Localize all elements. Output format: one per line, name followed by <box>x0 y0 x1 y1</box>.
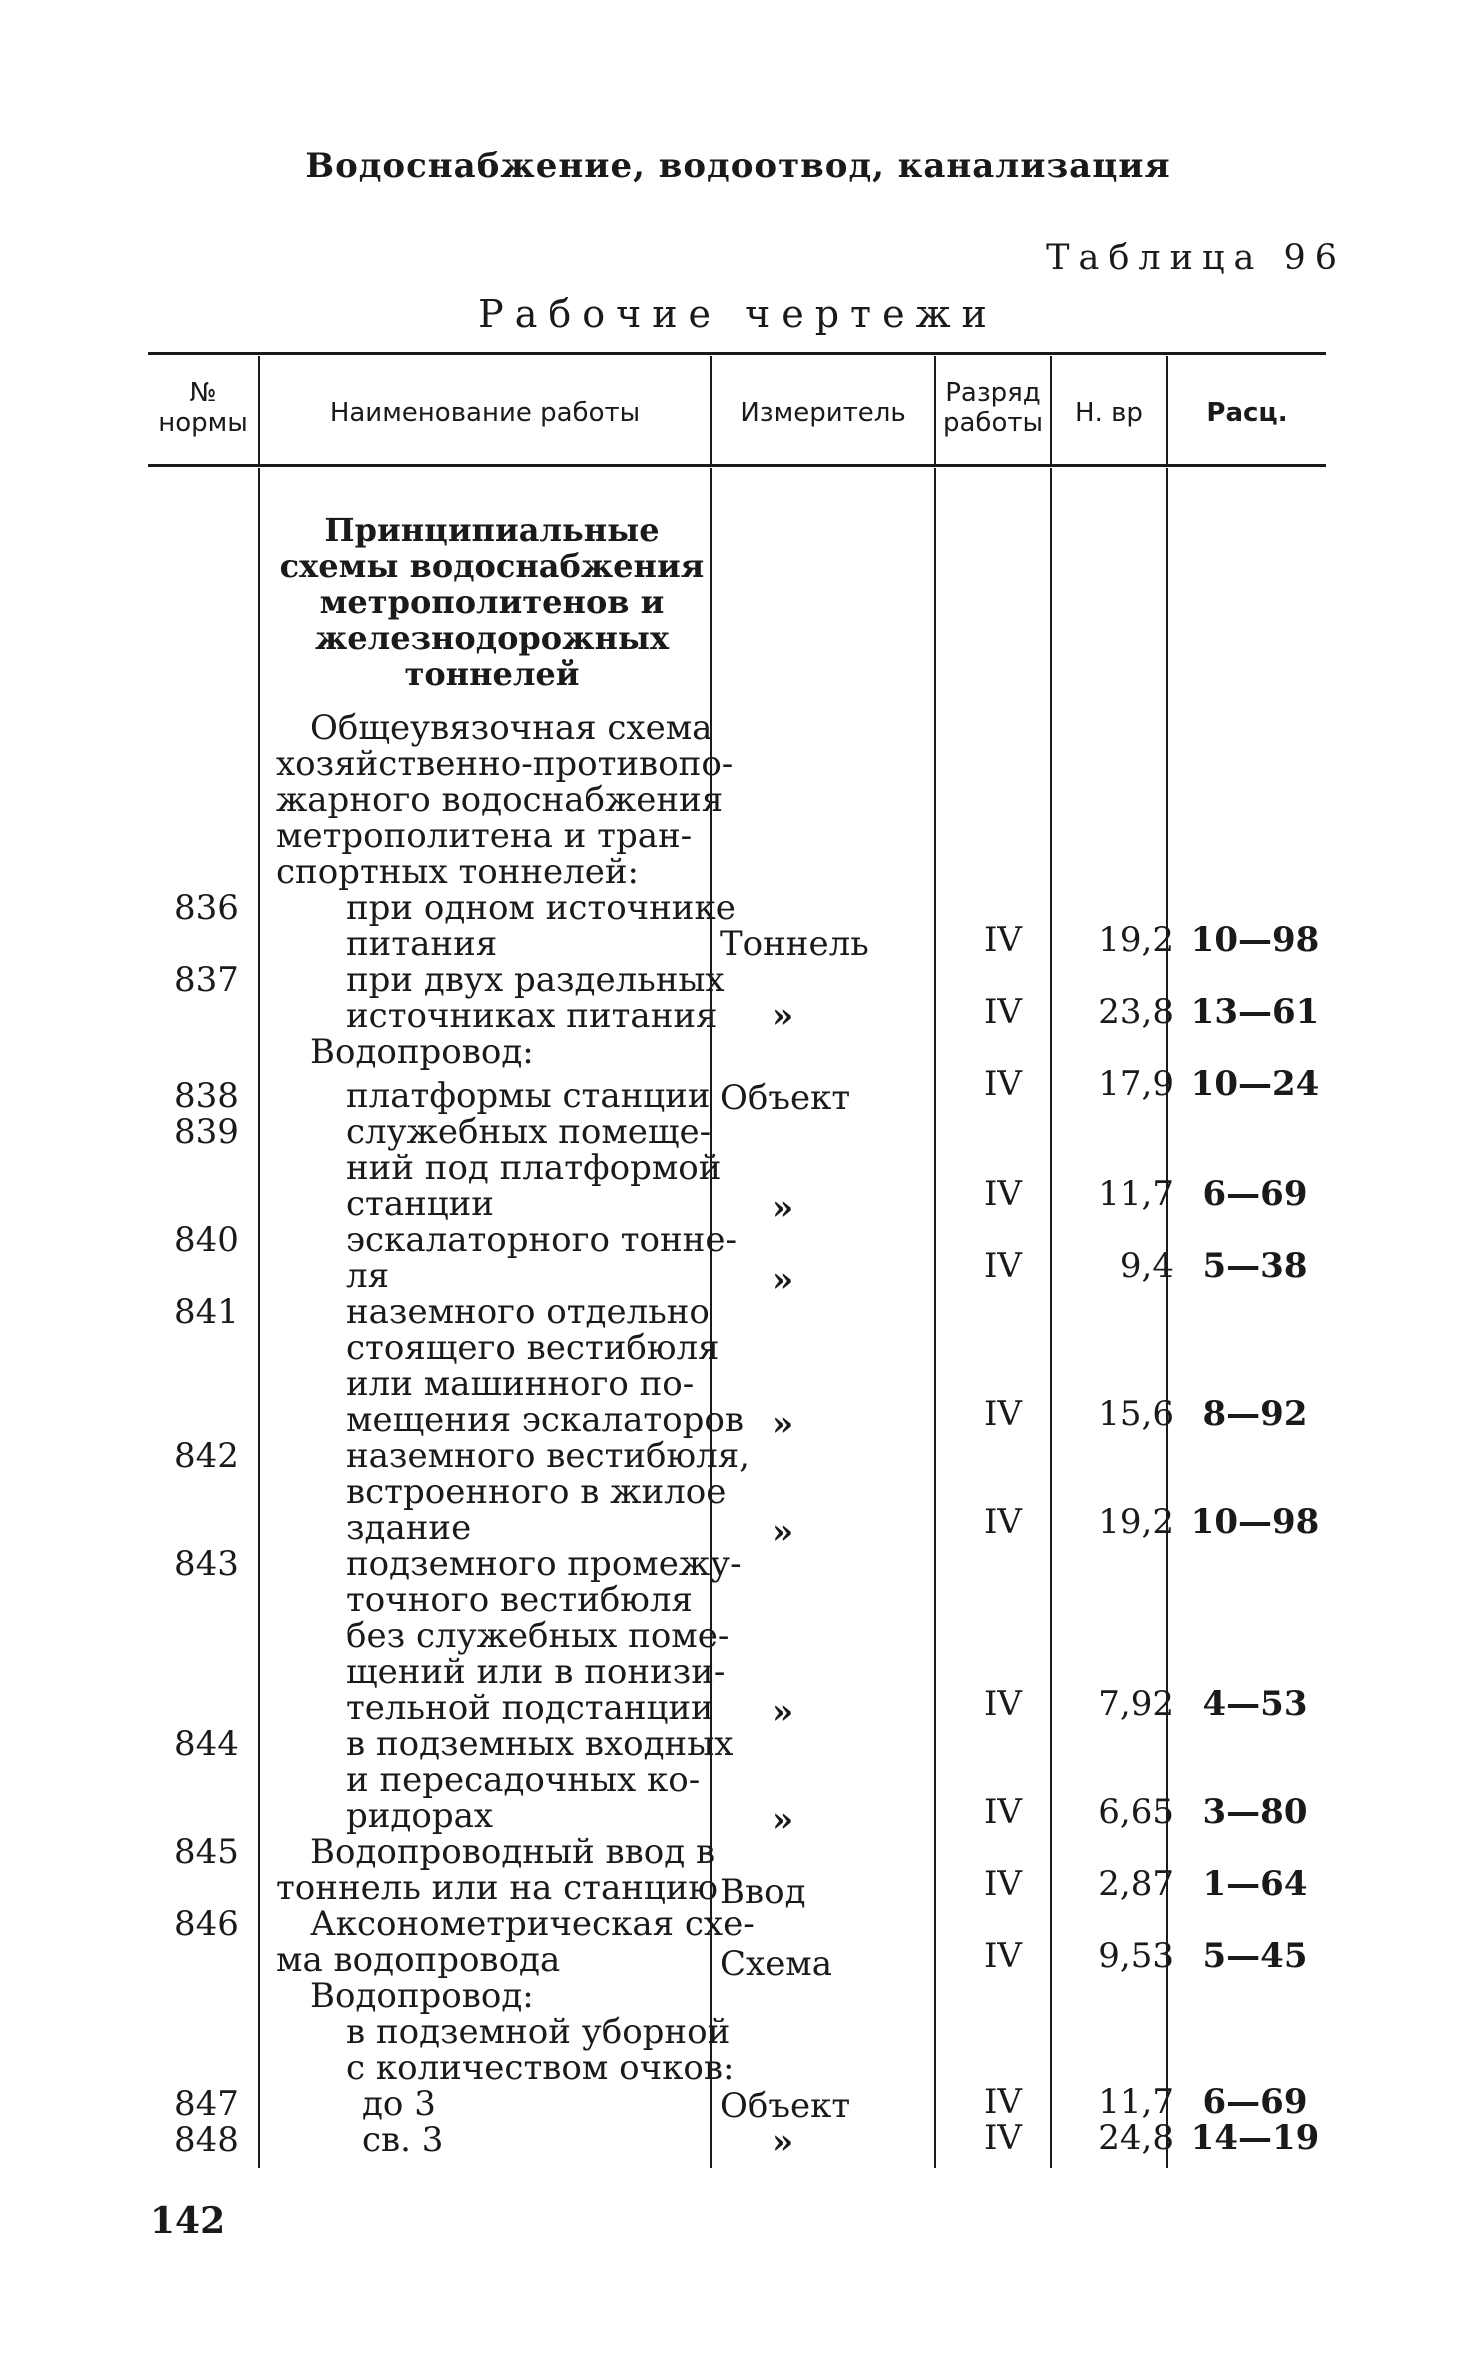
grade-cell: IV <box>984 1684 1022 1724</box>
work-line: Общеувязочная схема <box>310 708 713 748</box>
time-cell: 23,8 <box>1098 992 1174 1032</box>
work-line: ля <box>346 1256 390 1296</box>
work-line: с количеством очков: <box>346 2048 735 2088</box>
norm-number: 843 <box>174 1544 239 1584</box>
measure-unit: Тоннель <box>720 924 869 964</box>
rate-cell: 10—24 <box>1190 1064 1320 1104</box>
norm-number: 847 <box>174 2084 239 2124</box>
work-line: тоннель или на станцию <box>276 1868 719 1908</box>
measure-ditto: » <box>772 1512 794 1552</box>
grade-cell: IV <box>984 1502 1022 1542</box>
work-line: до 3 <box>362 2084 436 2124</box>
col-header-norm-line2: нормы <box>158 408 248 438</box>
body-divider <box>1050 468 1052 2168</box>
work-line: платформы станции <box>346 1076 711 1116</box>
time-cell: 19,2 <box>1098 1502 1174 1542</box>
work-line: Водопровод: <box>310 1976 534 2016</box>
grade-cell: IV <box>984 2082 1022 2122</box>
time-cell: 11,7 <box>1098 2082 1174 2122</box>
work-line: точного вестибюля <box>346 1580 693 1620</box>
work-line: здание <box>346 1508 472 1548</box>
work-line: без служебных поме- <box>346 1616 730 1656</box>
work-line: спортных тоннелей: <box>276 852 640 892</box>
work-line: Водопровод: <box>310 1032 534 1072</box>
work-line: ний под платформой <box>346 1148 722 1188</box>
work-line: тельной подстанции <box>346 1688 714 1728</box>
norm-number: 845 <box>174 1832 239 1872</box>
col-header-rate: Расц. <box>1206 398 1288 428</box>
work-line: подземного промежу- <box>346 1544 742 1584</box>
norm-number: 846 <box>174 1904 239 1944</box>
work-line: стоящего вестибюля <box>346 1328 720 1368</box>
work-line: питания <box>346 924 498 964</box>
norm-number: 839 <box>174 1112 239 1152</box>
work-line: ма водопровода <box>276 1940 561 1980</box>
work-line: щений или в понизи- <box>346 1652 726 1692</box>
rate-cell: 6—69 <box>1202 1174 1308 1214</box>
norm-number: 840 <box>174 1220 239 1260</box>
norm-number: 842 <box>174 1436 239 1476</box>
time-cell: 24,8 <box>1098 2118 1174 2158</box>
rate-cell: 10—98 <box>1190 920 1320 960</box>
work-line: наземного отдельно <box>346 1292 710 1332</box>
work-line: источниках питания <box>346 996 718 1036</box>
rate-cell: 8—92 <box>1202 1394 1308 1434</box>
grade-cell: IV <box>984 1394 1022 1434</box>
rate-cell: 10—98 <box>1190 1502 1320 1542</box>
col-header-grade-line2: работы <box>942 408 1044 438</box>
table-top-rule <box>148 352 1326 355</box>
rate-cell: 1—64 <box>1202 1864 1308 1904</box>
work-line: наземного вестибюля, <box>346 1436 750 1476</box>
work-line: жарного водоснабжения <box>276 780 724 820</box>
col-header-norm <box>148 378 258 438</box>
measure-unit: Ввод <box>720 1872 806 1912</box>
work-line: в подземной уборной <box>346 2012 731 2052</box>
work-line: Водопроводный ввод в <box>310 1832 716 1872</box>
grade-cell: IV <box>984 1792 1022 1832</box>
work-line: в подземных входных <box>346 1724 734 1764</box>
measure-ditto: » <box>772 1800 794 1840</box>
rate-cell: 3—80 <box>1202 1792 1308 1832</box>
work-line: при одном источнике <box>346 888 736 928</box>
rate-cell: 5—38 <box>1202 1246 1308 1286</box>
col-header-grade <box>936 378 1050 438</box>
work-line: мещения эскалаторов <box>346 1400 745 1440</box>
grade-cell: IV <box>984 1936 1022 1976</box>
work-line: ридорах <box>346 1796 494 1836</box>
rate-cell: 14—19 <box>1190 2118 1320 2158</box>
rate-cell: 13—61 <box>1190 992 1320 1032</box>
measure-unit: Объект <box>720 2086 851 2126</box>
col-header-time: Н. вр <box>1075 398 1143 428</box>
grade-cell: IV <box>984 2118 1022 2158</box>
work-line: станции <box>346 1184 494 1224</box>
time-cell: 11,7 <box>1098 1174 1174 1214</box>
grade-cell: IV <box>984 920 1022 960</box>
table-title: Рабочие чертежи <box>478 292 998 336</box>
norm-number: 837 <box>174 960 239 1000</box>
measure-ditto: » <box>772 1404 794 1444</box>
section-title: Принципиальные схемы водоснабжения метрополитенов и железнодорожных тоннелей <box>279 511 705 693</box>
measure-ditto: » <box>772 1692 794 1732</box>
grade-cell: IV <box>984 1174 1022 1214</box>
measure-unit: Схема <box>720 1944 833 1984</box>
norm-number: 848 <box>174 2120 239 2160</box>
body-divider <box>934 468 936 2168</box>
work-line: хозяйственно-противопо- <box>276 744 734 784</box>
work-line: св. 3 <box>362 2120 444 2160</box>
body-divider <box>1166 468 1168 2168</box>
work-line: встроенного в жилое <box>346 1472 727 1512</box>
work-line: или машинного по- <box>346 1364 695 1404</box>
norm-number: 838 <box>174 1076 239 1116</box>
time-cell: 7,92 <box>1098 1684 1174 1724</box>
col-header-unit: Измеритель <box>740 398 906 428</box>
measure-ditto: » <box>772 1260 794 1300</box>
grade-cell: IV <box>984 1246 1022 1286</box>
time-cell: 9,4 <box>1119 1246 1174 1286</box>
col-header-name: Наименование работы <box>329 398 641 428</box>
table-number: Таблица 96 <box>1046 238 1346 278</box>
rate-cell: 6—69 <box>1202 2082 1308 2122</box>
measure-unit: Объект <box>720 1078 851 1118</box>
norm-number: 844 <box>174 1724 239 1764</box>
rate-cell: 4—53 <box>1202 1684 1308 1724</box>
time-cell: 19,2 <box>1098 920 1174 960</box>
page-header: Водоснабжение, водоотвод, канализация <box>305 146 1171 186</box>
grade-cell: IV <box>984 1064 1022 1104</box>
time-cell: 15,6 <box>1098 1394 1174 1434</box>
page-number: 142 <box>150 2200 226 2242</box>
work-line: эскалаторного тонне- <box>346 1220 737 1260</box>
measure-ditto: » <box>772 2122 794 2162</box>
norm-number: 841 <box>174 1292 239 1332</box>
work-line: Аксонометрическая схе- <box>310 1904 755 1944</box>
time-cell: 6,65 <box>1098 1792 1174 1832</box>
time-cell: 17,9 <box>1098 1064 1174 1104</box>
time-cell: 9,53 <box>1098 1936 1174 1976</box>
work-line: метрополитена и тран- <box>276 816 693 856</box>
col-header-norm-line1: № <box>189 378 217 408</box>
work-line: служебных помеще- <box>346 1112 712 1152</box>
work-line: и пересадочных ко- <box>346 1760 701 1800</box>
grade-cell: IV <box>984 1864 1022 1904</box>
time-cell: 2,87 <box>1098 1864 1174 1904</box>
work-line: при двух раздельных <box>346 960 725 1000</box>
grade-cell: IV <box>984 992 1022 1032</box>
col-header-grade-line1: Разряд <box>945 378 1041 408</box>
rate-cell: 5—45 <box>1202 1936 1308 1976</box>
table-header-rule <box>148 464 1326 467</box>
measure-ditto: » <box>772 996 794 1036</box>
body-divider <box>258 468 260 2168</box>
measure-ditto: » <box>772 1188 794 1228</box>
norm-number: 836 <box>174 888 239 928</box>
